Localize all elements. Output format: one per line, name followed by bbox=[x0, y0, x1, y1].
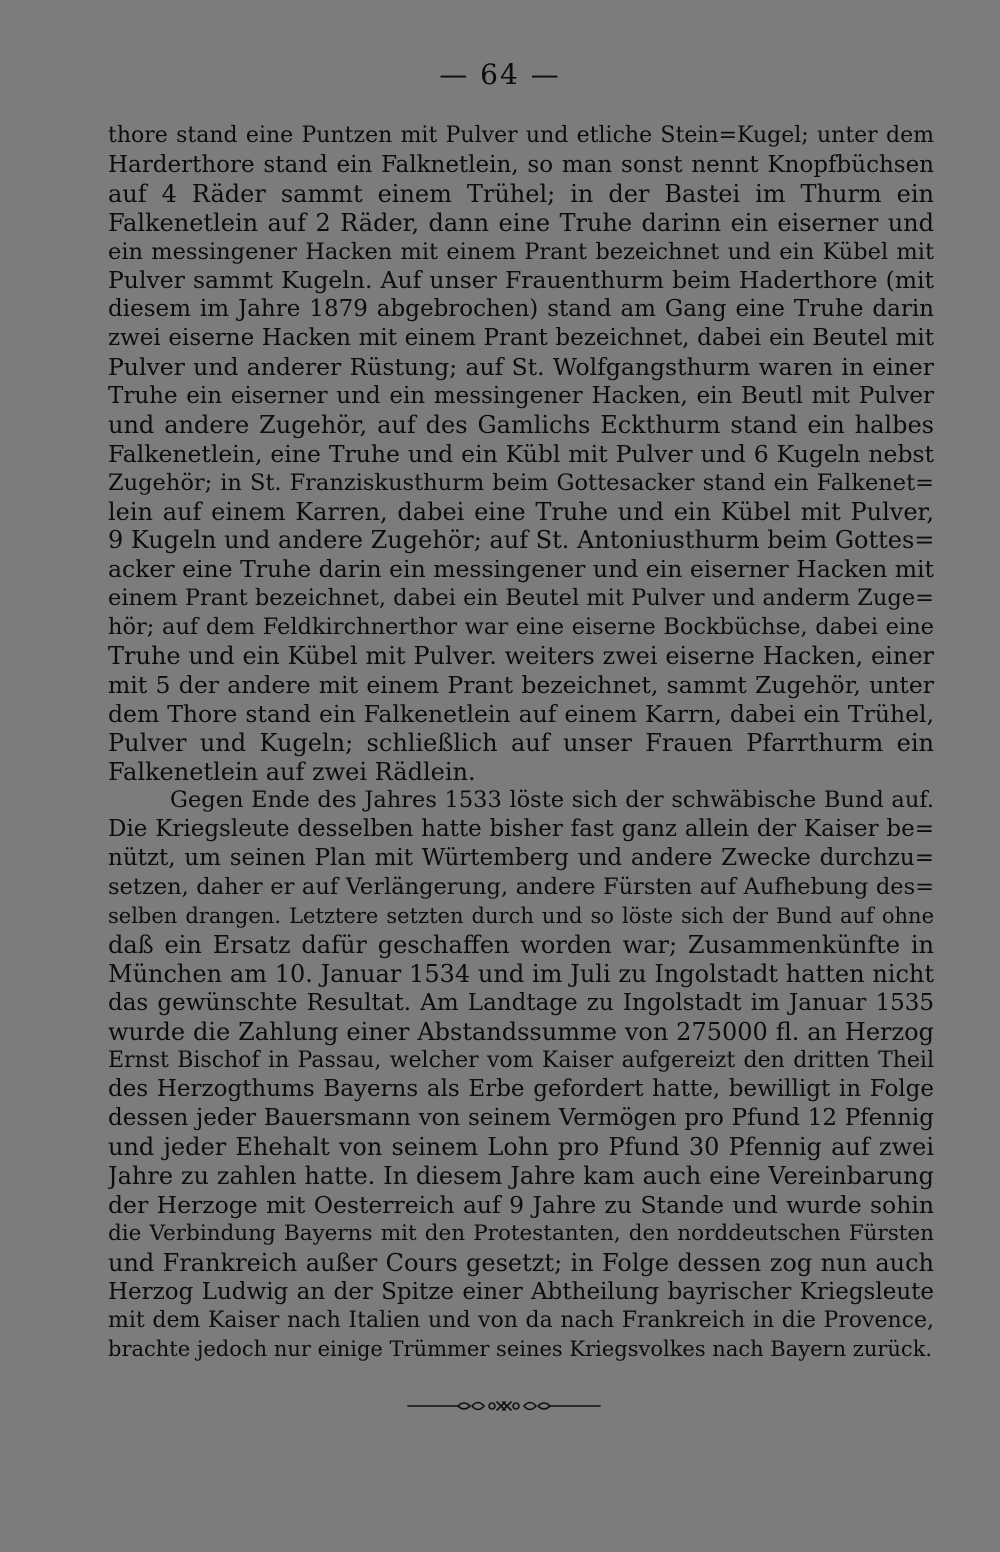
text-line: Zugehör; in St. Franziskusthurm beim Gottesacker stand ein Falkenet= bbox=[108, 469, 934, 496]
text-line: und jeder Ehehalt von seinem Lohn pro Pfund 30 Pfennig auf zwei bbox=[108, 1133, 934, 1162]
text-line: daß ein Ersatz dafür geschaffen worden war; Zusammenkünfte in bbox=[108, 930, 934, 959]
text-line: thore stand eine Puntzen mit Pulver und etliche Stein=Kugel; unter dem bbox=[108, 123, 934, 148]
paragraph-2 bbox=[108, 786, 934, 1364]
text-line: dem Thore stand ein Falkenetlein auf einem Karrn, dabei ein Trühel, bbox=[108, 699, 934, 728]
text-line: Ernst Bischof in Passau, welcher vom Kaiser aufgereizt den dritten Theil bbox=[108, 1047, 934, 1073]
text-line: Herzog Ludwig an der Spitze einer Abtheilung bayrischer Kriegsleute bbox=[108, 1278, 934, 1305]
text-line: das gewünschte Resultat. Am Landtage zu Ingolstadt im Januar 1535 bbox=[108, 989, 934, 1016]
text-line: hör; auf dem Feldkirchnerthor war eine eiserne Bockbüchse, dabei eine bbox=[108, 614, 934, 641]
text-line: ein messingener Hacken mit einem Prant bezeichnet und ein Kübel mit bbox=[108, 238, 934, 265]
text-line: mit 5 der andere mit einem Prant bezeichnet, sammt Zugehör, unter bbox=[108, 670, 934, 699]
text-line: setzen, daher er auf Verlängerung, andere Fürsten auf Aufhebung des= bbox=[108, 874, 934, 901]
text-line: Pulver und anderer Rüstung; auf St. Wolfgangsthurm waren in einer bbox=[108, 353, 934, 382]
text-line: nützt, um seinen Plan mit Würtemberg und andere Zwecke durchzu= bbox=[108, 845, 934, 872]
text-line: acker eine Truhe darin ein messingener und ein eiserner Hacken mit bbox=[108, 555, 934, 584]
text-line: auf 4 Räder sammt einem Trühel; in der Bastei im Thurm ein bbox=[108, 179, 934, 208]
text-line: Falkenetlein auf 2 Räder, dann eine Truhe darinn ein eiserner und bbox=[108, 208, 934, 237]
text-line: München am 10. Januar 1534 und im Juli zu Ingolstadt hatten nicht bbox=[108, 959, 934, 988]
text-line: Die Kriegsleute desselben hatte bisher fast ganz allein der Kaiser be= bbox=[108, 816, 934, 843]
text-line: lein auf einem Karren, dabei eine Truhe und ein Kübel mit Pulver, bbox=[108, 497, 934, 526]
text-line: des Herzogthums Bayerns als Erbe gefordert hatte, bewilligt in Folge bbox=[108, 1076, 934, 1103]
text-line: Gegen Ende des Jahres 1533 löste sich der schwäbische Bund auf. bbox=[170, 787, 934, 814]
text-line: der Herzoge mit Oesterreich auf 9 Jahre zu Stande und wurde sohin bbox=[108, 1190, 934, 1219]
text-line: Falkenetlein, eine Truhe und ein Kübl mit Pulver und 6 Kugeln nebst bbox=[108, 439, 934, 468]
ornament-divider bbox=[406, 1396, 602, 1416]
paragraph-1 bbox=[108, 122, 934, 786]
text-line: selben drangen. Letztere setzten durch und so löste sich der Bund auf ohne bbox=[108, 904, 934, 929]
text-line: 9 Kugeln und andere Zugehör; auf St. Antoniusthurm beim Gottes= bbox=[108, 526, 934, 555]
text-line: mit dem Kaiser nach Italien und von da nach Frankreich in die Provence, bbox=[108, 1307, 934, 1333]
text-line: Pulver sammt Kugeln. Auf unser Frauenthurm beim Haderthore (mit bbox=[108, 266, 934, 295]
text-line: brachte jedoch nur einige Trümmer seines Kriegsvolkes nach Bayern zurück. bbox=[108, 1337, 933, 1362]
text-line: zwei eiserne Hacken mit einem Prant bezeichnet, dabei ein Beutel mit bbox=[108, 325, 934, 352]
text-line: wurde die Zahlung einer Abstandssumme von 275000 fl. an Herzog bbox=[108, 1017, 934, 1046]
body-text bbox=[108, 122, 934, 1364]
text-line: Falkenetlein auf zwei Rädlein. bbox=[108, 757, 476, 786]
text-line: und Frankreich außer Cours gesetzt; in Folge dessen zog nun auch bbox=[108, 1248, 934, 1277]
text-line: Truhe und ein Kübel mit Pulver. weiters zwei eiserne Hacken, einer bbox=[108, 642, 934, 671]
text-line: Jahre zu zahlen hatte. In diesem Jahre kam auch eine Vereinbarung bbox=[108, 1162, 934, 1191]
text-line: die Verbindung Bayerns mit den Protestanten, den norddeutschen Fürsten bbox=[108, 1220, 934, 1246]
text-line: diesem im Jahre 1879 abgebrochen) stand am Gang eine Truhe darin bbox=[108, 296, 934, 323]
text-line: Harderthore stand ein Falknetlein, so man sonst nennt Knopfbüchsen bbox=[108, 151, 934, 178]
text-line: dessen jeder Bauersmann von seinem Vermögen pro Pfund 12 Pfennig bbox=[108, 1105, 934, 1132]
text-line: Truhe ein eiserner und ein messingener Hacken, ein Beutl mit Pulver bbox=[108, 383, 934, 410]
text-line: Pulver und Kugeln; schließlich auf unser Frauen Pfarrthurm ein bbox=[108, 728, 934, 757]
text-line: einem Prant bezeichnet, dabei ein Beutel mit Pulver und anderm Zuge= bbox=[108, 585, 934, 612]
page-number: — 64 — bbox=[439, 58, 561, 91]
text-line: und andere Zugehör, auf des Gamlichs Eckthurm stand ein halbes bbox=[108, 410, 934, 439]
